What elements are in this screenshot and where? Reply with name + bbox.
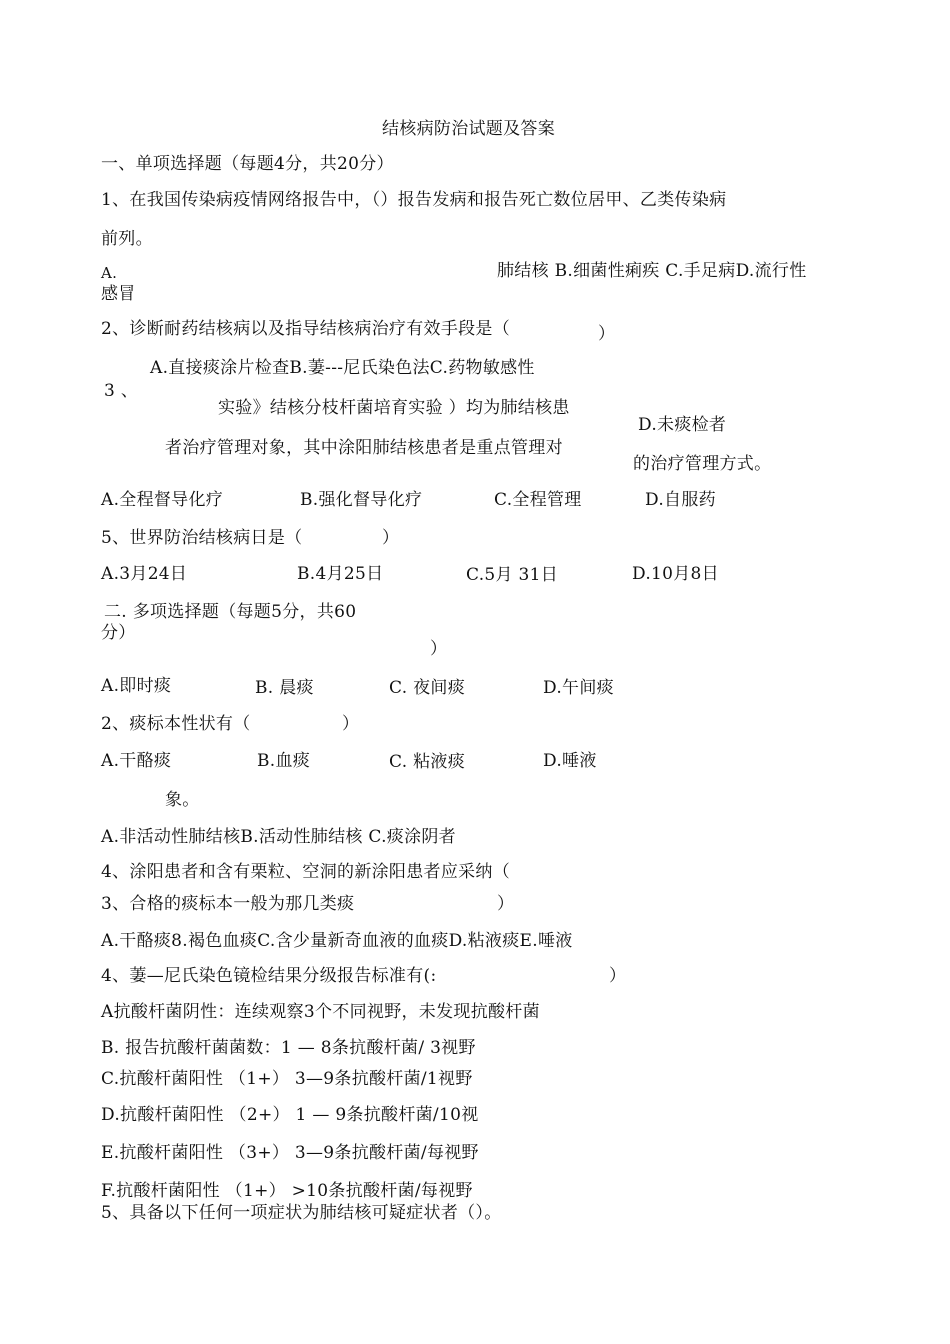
m4b-item-d: D.抗酸杆菌阳性 （2+） 1 — 9条抗酸杆菌/10视	[101, 1105, 479, 1125]
m4b-close-paren: ）	[609, 966, 627, 986]
section-1-heading: 一、单项选择题（每题4分，共20分）	[101, 154, 394, 174]
q3-choice-c: C.全程管理	[494, 490, 582, 510]
m1-choice-b: B. 晨痰	[255, 678, 314, 698]
q5-close-paren: ）	[382, 528, 400, 548]
m4b-text: 4、萋—尼氏染色镜检结果分级报告标准有(:	[101, 966, 437, 986]
section-2-heading-wrap: 分）	[101, 623, 136, 643]
q1-text: 1、在我国传染病疫情网络报告中，（）报告发病和报告死亡数位居甲、乙类传染病	[101, 190, 727, 210]
m2-choice-d: D.唾液	[543, 751, 597, 771]
m2-choice-c: C. 粘液痰	[389, 752, 466, 772]
m3b-options: A.干酪痰8.褐色血痰C.含少量新奇血液的血痰D.粘液痰E.唾液	[101, 931, 573, 951]
m4b-item-c: C.抗酸杆菌阳性 （1+） 3—9条抗酸杆菌/1视野	[101, 1069, 473, 1089]
section-2-heading: 二. 多项选择题（每题5分，共60	[104, 602, 357, 622]
q2-close-paren: ）	[598, 324, 616, 344]
m2-choice-b: B.血痰	[257, 751, 311, 771]
q3-number: 3 、	[104, 381, 139, 401]
m4b-item-f: F.抗酸杆菌阳性 （1+） >10条抗酸杆菌/每视野	[101, 1181, 473, 1201]
q3-choice-d: D.自服药	[645, 490, 716, 510]
q3-text-line2-right: 的治疗管理方式。	[633, 454, 772, 474]
section-2-close-paren: ）	[430, 639, 448, 659]
q3-text-line1: 实验》结核分枝杆菌培育实验 ）均为肺结核患	[218, 398, 570, 418]
q1-options-wrap: 感冒	[101, 284, 136, 304]
document-title: 结核病防治试题及答案	[382, 119, 555, 139]
m3-options: A.非活动性肺结核B.活动性肺结核 C.痰涂阴者	[101, 827, 456, 847]
m3b-close-paren: ）	[497, 894, 515, 914]
q3-text-line2: 者治疗管理对象，其中涂阳肺结核患者是重点管理对	[165, 438, 563, 458]
q3-choice-b: B.强化督导化疗	[300, 490, 423, 510]
m2-text: 2、痰标本性状有（	[101, 714, 251, 734]
q1-text-cont: 前列。	[101, 229, 153, 249]
m4b-item-e: E.抗酸杆菌阳性 （3+） 3—9条抗酸杆菌/每视野	[101, 1143, 479, 1163]
q3-option-d: D.未痰检者	[638, 415, 727, 435]
q1-option-a: A.	[101, 264, 118, 282]
q5-choice-a: A.3月24日	[101, 564, 188, 584]
m1-choice-d: D.午间痰	[543, 678, 614, 698]
q5-choice-b: B.4月25日	[297, 564, 384, 584]
m2-choice-a: A.干酪痰	[101, 751, 172, 771]
q2-options: A.直接痰涂片检查B.萋---尼氏染色法C.药物敏感性	[150, 358, 535, 378]
q5-text: 5、世界防治结核病日是（	[101, 528, 303, 548]
m1-choice-c: C. 夜间痰	[389, 678, 466, 698]
m2-tail: 象。	[165, 790, 200, 810]
m1-choice-a: A.即时痰	[101, 676, 172, 696]
q5-choice-d: D.10月8日	[632, 564, 719, 584]
q1-options: 肺结核 B.细菌性痢疾 C.手足病D.流行性	[497, 261, 807, 281]
m4b-item-a: A抗酸杆菌阴性：连续观察3个不同视野，未发现抗酸杆菌	[101, 1002, 540, 1022]
q5-choice-c: C.5月 31日	[466, 565, 559, 585]
q2-text: 2、诊断耐药结核病以及指导结核病治疗有效手段是（	[101, 319, 511, 339]
m4b-item-b: B. 报告抗酸杆菌菌数：1 — 8条抗酸杆菌/ 3视野	[101, 1038, 476, 1058]
m4a-text: 4、涂阳患者和含有栗粒、空洞的新涂阳患者应采纳（	[101, 862, 511, 882]
m3b-text: 3、合格的痰标本一般为那几类痰	[101, 894, 355, 914]
m5-text: 5、具备以下任何一项症状为肺结核可疑症状者（）。	[101, 1203, 502, 1223]
m2-close-paren: ）	[342, 714, 360, 734]
q3-choice-a: A.全程督导化疗	[101, 490, 224, 510]
